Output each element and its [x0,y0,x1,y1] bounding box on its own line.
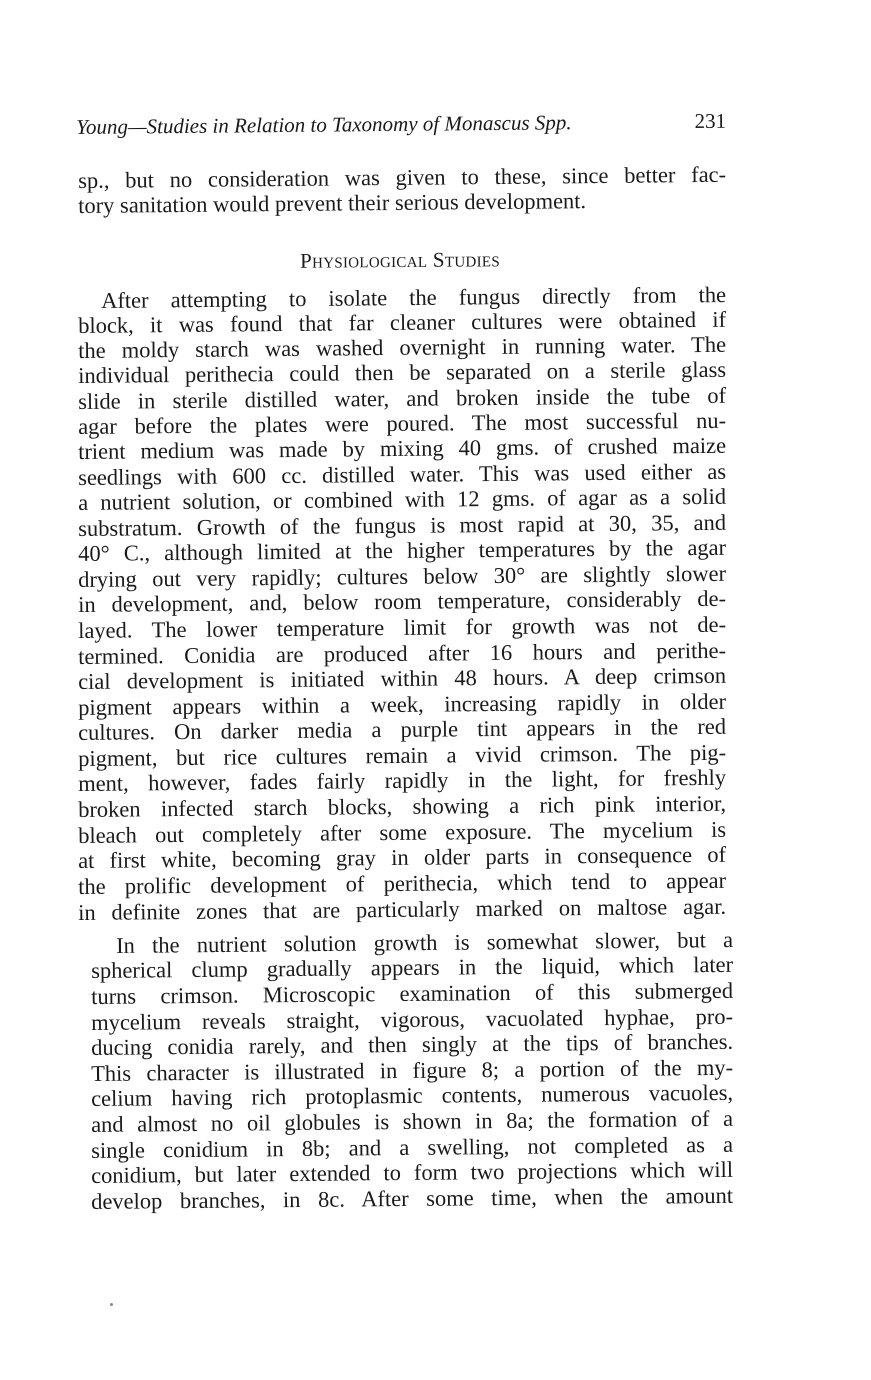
scan-speck [110,1303,113,1306]
text-line: in development, and, below room temperature, considerably de- [78,585,727,617]
text-line: In the nutrient solution growth is somewhat slower, but a [116,927,734,958]
text-line: agar before the plates were poured. The most successful nu- [78,407,727,439]
text-line: ment, however, fades fairly rapidly in the light, for freshly [78,764,727,796]
section-heading: Physiological Studies [299,247,501,273]
running-head [76,106,726,142]
text-line: individual perithecia could then be separated on a sterile glass [78,356,727,388]
text-line: pigment, but rice cultures remain a vivid crimson. The pig- [78,739,727,771]
text-line: tory sanitation would prevent their serious development. [78,188,587,218]
text-line: substratum. Growth of the fungus is most rapid at 30, 35, and [78,509,727,541]
text-line: the prolific development of perithecia, which tend to appear [78,867,727,899]
text-line: conidium, but later extended to form two projections which will [91,1156,734,1188]
text-line: and almost no oil globules is shown in 8a; the formation of a [91,1105,734,1137]
text-line: celium having rich protoplasmic contents, numerous vacuoles, [91,1079,734,1111]
text-line: slide in sterile distilled water, and broken inside the tube of [78,382,727,414]
text-line: sp., but no consideration was given to these, since better fac- [78,161,727,193]
text-line: in definite zones that are particularly marked on maltose agar. [78,893,727,925]
running-head-title: Young—Studies in Relation to Taxonomy of Monascus Spp. [76,110,572,139]
text-line: ducing conidia rarely, and then singly at the tips of branches. [91,1028,734,1060]
text-line: cultures. On darker media a purple tint appears in the red [78,713,727,745]
text-line: drying out very rapidly; cultures below 30° are slightly slower [78,560,727,592]
text-line: single conidium in 8b; and a swelling, not completed as a [91,1131,734,1163]
text-line: develop branches, in 8c. After some time, when the amount [91,1182,734,1214]
text-line: mycelium reveals straight, vigorous, vacuolated hyphae, pro- [91,1003,734,1035]
text-line: trient medium was made by mixing 40 gms. of crushed maize [78,432,727,464]
text-line: bleach out completely after some exposure. The mycelium is [78,816,727,848]
text-line: pigment appears within a week, increasing rapidly in older [78,688,727,720]
text-line: the moldy starch was washed overnight in running water. The [78,331,727,363]
text-line: a nutrient solution, or combined with 12 gms. of agar as a solid [78,483,727,515]
text-line: broken infected starch blocks, showing a rich pink interior, [78,790,727,822]
page-number: 231 [694,108,727,134]
text-line: spherical clump gradually appears in the liquid, which later [91,951,734,983]
text-line: layed. The lower temperature limit for growth was not de- [78,611,727,643]
text-line: termined. Conidia are produced after 16 hours and perithe- [78,637,727,669]
text-line: turns crimson. Microscopic examination of this submerged [91,977,734,1009]
text-line: This character is illustrated in figure 8; a portion of the my- [91,1054,734,1086]
text-line: seedlings with 600 cc. distilled water. This was used either as [78,458,727,490]
text-line: 40° C., although limited at the higher temperatures by the agar [78,534,727,566]
text-line: block, it was found that far cleaner cultures were obtained if [78,306,727,338]
text-line: After attempting to isolate the fungus directly from the [101,282,727,313]
text-line: cial development is initiated within 48 hours. A deep crimson [78,662,727,694]
text-line: at first white, becoming gray in older parts in consequence of [78,841,727,873]
